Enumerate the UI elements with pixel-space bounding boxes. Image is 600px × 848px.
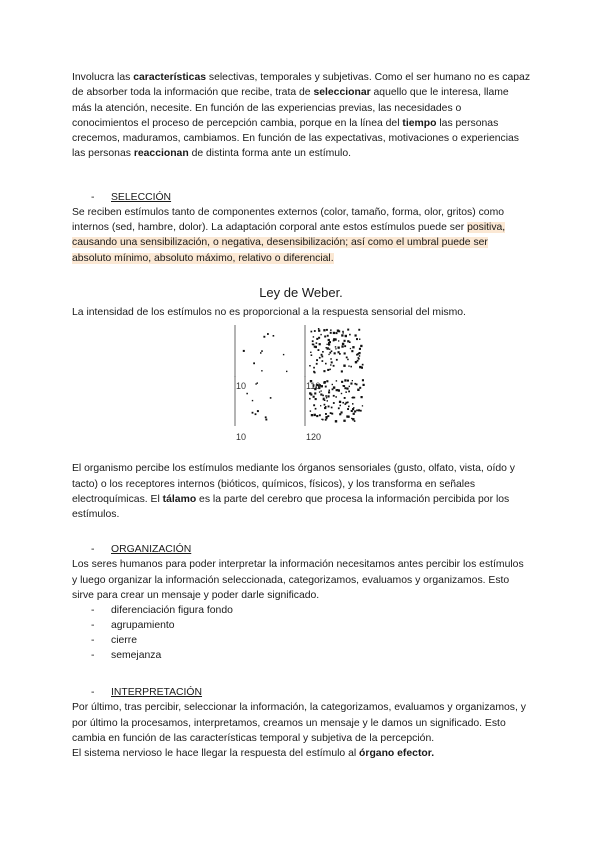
stimulus-dot <box>313 405 315 407</box>
interpretacion-paragraph: Por último, tras percibir, seleccionar la información, la categorizamos, evaluamos y organizamos, y por último la procesamos, interpretamos, creamos un mensaje y le damos un significado. Esto cambia en función de las características temporal y subjetiva de la percepción. <box>72 702 526 744</box>
stimulus-dot <box>351 410 353 412</box>
stimulus-dot <box>358 410 360 412</box>
stimulus-dot <box>331 351 333 353</box>
stimulus-dot <box>327 344 328 345</box>
stimulus-dot <box>319 343 321 345</box>
stimulus-dot <box>354 421 356 423</box>
section-title: SELECCIÓN <box>111 191 172 203</box>
stimulus-dot <box>347 359 349 361</box>
stimulus-dot <box>331 413 333 415</box>
stimulus-dot <box>326 347 327 348</box>
stimulus-dot <box>353 413 355 415</box>
stimulus-dot <box>339 413 341 415</box>
stimulus-dot <box>321 354 323 356</box>
stimulus-dot <box>267 333 269 335</box>
interpretacion-closing <box>72 746 530 761</box>
stimulus-dot <box>334 339 336 341</box>
intro-bold-tiempo: tiempo <box>402 117 437 129</box>
intro-text-5: de distinta forma ante un estímulo. <box>188 148 351 160</box>
stimulus-dot <box>321 385 323 387</box>
stimulus-dot <box>325 419 327 421</box>
intro-text-4: las personas crecemos, maduramos, cambiamos. En función de las expectativas, motivaciones o experiencias las personas <box>72 117 520 160</box>
stimulus-dot <box>342 402 344 404</box>
list-dash: - <box>91 620 95 632</box>
list-dash: - <box>91 635 95 647</box>
stimulus-dot <box>331 362 333 364</box>
stimulus-dot <box>335 396 337 398</box>
stimulus-dot <box>348 406 350 408</box>
stimulus-dot <box>320 405 321 406</box>
stimulus-dot <box>338 351 340 353</box>
stimulus-dot <box>333 402 335 404</box>
seleccion-text: Se reciben estímulos tanto de componentes externos (color, tamaño, forma, olor, gritos) como internos (sed, hambre, dolor). La adaptación corporal ante estos estímulos puede ser <box>72 206 505 234</box>
stimulus-dot <box>348 366 349 367</box>
stimulus-dot <box>330 358 332 360</box>
stimulus-dot <box>324 336 326 338</box>
stimulus-dot <box>323 329 325 331</box>
stimulus-dot <box>355 361 357 363</box>
stimulus-dot <box>359 339 360 340</box>
stimulus-dot <box>341 346 343 348</box>
list-item <box>72 648 530 663</box>
stimulus-dot <box>335 420 337 422</box>
stimulus-dot <box>347 329 349 331</box>
stimulus-dot <box>320 394 322 396</box>
stimulus-dot <box>313 371 315 373</box>
weber-subtitle: La intensidad de los estímulos no es proporcional a la respuesta sensorial del mismo. <box>72 306 466 318</box>
stimulus-dot <box>354 383 356 385</box>
stimulus-dot <box>316 415 318 417</box>
stimulus-dot <box>342 343 344 345</box>
stimulus-dot <box>330 330 332 332</box>
interpretacion-bold-organo-efector: órgano efector. <box>359 748 435 760</box>
stimulus-dot <box>362 364 364 366</box>
stimulus-dot <box>327 396 329 398</box>
stimulus-dot <box>322 395 324 397</box>
panel-label-1: 10 <box>236 381 247 392</box>
list-dash: - <box>91 544 95 556</box>
intro-bold-caracteristicas: características <box>133 72 207 83</box>
stimulus-dot <box>359 348 361 350</box>
stimulus-dot <box>311 414 313 416</box>
stimulus-dot <box>334 353 336 355</box>
stimulus-dot <box>319 415 321 417</box>
stimulus-dot <box>324 400 326 402</box>
stimulus-dot <box>338 347 340 349</box>
stimulus-dot <box>316 359 318 361</box>
stimulus-dot <box>329 369 331 371</box>
stimulus-dot <box>352 380 353 381</box>
stimulus-dot <box>340 405 342 407</box>
stimulus-dot <box>263 336 265 338</box>
stimulus-dot <box>325 406 327 408</box>
stimulus-dot <box>348 416 350 418</box>
stimulus-dot <box>349 334 351 336</box>
section-heading-interpretacion <box>72 685 530 700</box>
stimulus-dot <box>333 387 335 389</box>
stimulus-dot <box>356 338 358 340</box>
stimulus-dot <box>320 334 321 335</box>
stimulus-dot <box>327 415 329 417</box>
stimulus-dot <box>318 337 320 339</box>
list-item <box>72 633 530 648</box>
stimulus-dot <box>325 386 327 388</box>
stimulus-dot <box>326 397 327 398</box>
organismo-text-2: es la parte del cerebro que procesa la información percibida por los estímulos. <box>72 493 510 521</box>
stimulus-dot <box>350 366 352 368</box>
stimulus-dot <box>328 339 330 341</box>
stimulus-dot <box>354 397 356 399</box>
intro-text-1: Involucra las <box>72 72 134 83</box>
stimulus-dot <box>314 393 316 395</box>
stimulus-dot <box>330 332 332 334</box>
list-item <box>72 618 530 633</box>
stimulus-dot <box>352 346 354 348</box>
interpretacion-text: El sistema nervioso le hace llegar la respuesta del estímulo al <box>72 748 360 760</box>
weber-dot-figure <box>72 323 530 441</box>
stimulus-dot <box>344 380 346 382</box>
stimulus-dot <box>261 351 263 353</box>
stimulus-dot <box>326 329 328 331</box>
section-heading-seleccion <box>72 190 530 205</box>
stimulus-dot <box>345 335 347 337</box>
stimulus-dot <box>325 395 327 397</box>
stimulus-dot <box>336 389 338 391</box>
stimulus-dot <box>313 396 315 398</box>
stimulus-dot <box>336 359 338 361</box>
stimulus-dot <box>338 331 340 333</box>
stimulus-dot <box>252 412 254 414</box>
stimulus-dot <box>330 412 332 414</box>
stimulus-dot <box>362 405 363 406</box>
stimulus-dot <box>246 393 248 395</box>
stimulus-dot <box>328 406 330 408</box>
panel-label-4: 120 <box>306 432 322 442</box>
stimulus-dot <box>323 398 325 400</box>
stimulus-dot <box>283 354 284 355</box>
stimulus-dot <box>358 358 360 360</box>
stimulus-dot <box>352 408 354 410</box>
stimulus-dot <box>329 349 330 350</box>
stimulus-dot <box>327 369 329 371</box>
stimulus-dot <box>315 346 317 348</box>
stimulus-dot <box>341 412 343 414</box>
stimulus-dot <box>330 365 331 366</box>
stimulus-dot <box>349 386 350 387</box>
stimulus-dot <box>344 397 346 399</box>
stimulus-dot <box>338 341 339 342</box>
stimulus-dot <box>359 387 361 389</box>
stimulus-dot <box>351 350 353 352</box>
stimulus-dot <box>329 341 331 343</box>
list-dash: - <box>91 191 95 203</box>
organizacion-paragraph: Los seres humanos para poder interpretar la información necesitamos antes percibir los estímulos y luego organizar la información seleccionada, categorizamos, evaluamos y organizamos. Esto sirve para crear un mensaje y poder darle significado. <box>72 559 524 602</box>
stimulus-dot <box>318 328 320 330</box>
stimulus-dot <box>342 331 344 333</box>
stimulus-dot <box>257 410 259 412</box>
intro-text-3: aquello que le interesa, llame más la atención, necesite. En función de las experiencias previas, las necesidades o conocimientos el proceso de percepción cambia, porque en la línea del <box>72 87 509 129</box>
stimulus-dot <box>354 411 356 413</box>
stimulus-dot <box>314 414 316 416</box>
stimulus-dot <box>333 332 335 334</box>
stimulus-dot <box>310 394 312 396</box>
stimulus-dot <box>336 380 337 381</box>
stimulus-dot <box>311 355 313 357</box>
list-dash: - <box>91 687 95 699</box>
stimulus-dot <box>358 329 360 331</box>
stimulus-dot <box>343 333 344 334</box>
stimulus-dot <box>312 341 314 343</box>
stimulus-dot <box>321 356 323 358</box>
stimulus-dot <box>319 357 321 359</box>
stimulus-dot <box>363 384 365 386</box>
list-item-text: cierre <box>111 635 137 647</box>
stimulus-dot <box>347 380 349 382</box>
stimulus-dot <box>316 338 318 340</box>
stimulus-dot <box>325 413 327 415</box>
intro-text-2: selectivas, temporales y subjetivas. Como el ser humano no es capaz de absorber toda la información que recibe, trata de <box>72 72 531 99</box>
stimulus-dot <box>312 344 314 346</box>
stimulus-dot <box>351 418 352 419</box>
intro-bold-reaccionan: reaccionan <box>133 148 189 160</box>
stimulus-dot <box>357 353 359 355</box>
stimulus-dot <box>313 367 315 369</box>
stimulus-dot <box>265 419 267 421</box>
stimulus-dot <box>253 363 255 365</box>
stimulus-dot <box>347 408 349 410</box>
stimulus-dot <box>361 396 363 398</box>
seleccion-highlighted-text: positiva, causando una sensibilización, o negativa, desensibilización; así como el umbral puede ser absoluto mínimo, absoluto máximo, relativo o diferencial. <box>72 222 506 264</box>
stimulus-dot <box>360 410 362 412</box>
stimulus-dot <box>339 401 341 403</box>
weber-heading: Ley de Weber. <box>259 284 343 300</box>
organizacion-list <box>72 603 530 663</box>
stimulus-dot <box>333 395 335 397</box>
stimulus-dot <box>344 345 346 347</box>
stimulus-dot <box>338 390 340 392</box>
stimulus-dot <box>350 348 351 349</box>
stimulus-dot <box>243 350 245 352</box>
organismo-paragraph <box>72 461 530 522</box>
stimulus-dot <box>327 335 329 337</box>
stimulus-dot <box>336 332 338 334</box>
stimulus-dot <box>341 393 342 394</box>
stimulus-dot <box>324 381 326 383</box>
stimulus-dot <box>335 346 336 347</box>
stimulus-dot <box>350 383 352 385</box>
stimulus-dot <box>316 363 318 365</box>
stimulus-dot <box>255 414 257 416</box>
organismo-text-1: El organismo percibe los estímulos mediante los órganos sensoriales (gusto, olfato, vista, oído y tacto) o los receptores internos (bióticos, químicos, físicos), y los transforma en señales electroquímicas. El <box>72 463 515 505</box>
stimulus-dot <box>329 352 331 354</box>
stimulus-dot <box>319 392 320 393</box>
stimulus-dot <box>356 410 358 412</box>
stimulus-dot <box>344 387 346 389</box>
intro-paragraph <box>72 70 530 162</box>
list-dash: - <box>91 650 95 662</box>
stimulus-dot <box>309 365 311 367</box>
panel-label-2: 110 <box>306 381 321 392</box>
stimulus-dot <box>326 380 328 382</box>
stimulus-dot <box>286 371 287 372</box>
stimulus-dot <box>333 365 335 367</box>
stimulus-dot <box>328 392 330 394</box>
stimulus-dot <box>338 408 340 410</box>
stimulus-dot <box>344 353 346 355</box>
organismo-bold-talamo: tálamo <box>162 493 197 505</box>
stimulus-dot <box>331 407 333 409</box>
stimulus-dot <box>315 408 317 410</box>
stimulus-dot <box>352 403 354 405</box>
stimulus-dot <box>260 352 262 354</box>
stimulus-dot <box>341 335 343 337</box>
stimulus-dot <box>344 340 346 342</box>
stimulus-dot <box>316 343 318 345</box>
stimulus-dot <box>346 402 348 404</box>
stimulus-dot <box>309 398 311 400</box>
stimulus-dot <box>333 340 335 342</box>
stimulus-dot <box>327 400 328 401</box>
list-item-text: diferenciación figura fondo <box>111 605 233 617</box>
stimulus-dot <box>357 389 359 391</box>
stimulus-dot <box>361 367 363 369</box>
stimulus-dot <box>347 340 349 342</box>
stimulus-dot <box>252 400 253 401</box>
stimulus-dot <box>311 331 313 333</box>
stimulus-dot <box>362 379 364 381</box>
list-dash: - <box>91 605 95 617</box>
stimulus-dot <box>332 384 333 385</box>
stimulus-dot <box>328 354 329 355</box>
stimulus-dot <box>270 397 272 399</box>
stimulus-dot <box>261 370 262 371</box>
stimulus-dot <box>343 420 345 422</box>
stimulus-dot <box>324 404 326 406</box>
section-title: ORGANIZACIÓN <box>111 544 192 556</box>
stimulus-dot <box>359 355 361 357</box>
section-title: INTERPRETACIÓN <box>111 687 203 699</box>
stimulus-dot <box>348 391 350 393</box>
stimulus-dot <box>341 381 343 383</box>
stimulus-dot <box>313 336 314 337</box>
stimulus-dot <box>318 330 320 332</box>
stimulus-dot <box>315 398 317 400</box>
stimulus-dot <box>322 360 324 362</box>
list-item-text: agrupamiento <box>111 620 175 632</box>
stimulus-dot <box>343 385 345 387</box>
stimulus-dot <box>345 392 347 394</box>
stimulus-dot <box>318 349 320 351</box>
stimulus-dot <box>341 371 343 373</box>
list-item-text: semejanza <box>111 650 162 662</box>
stimulus-dot <box>328 344 330 346</box>
panel-label-3: 10 <box>236 432 247 442</box>
stimulus-dot <box>321 419 322 420</box>
stimulus-dot <box>346 357 348 359</box>
stimulus-dot <box>273 335 275 337</box>
stimulus-dot <box>255 384 256 385</box>
stimulus-dot <box>329 390 331 392</box>
stimulus-dot <box>310 411 311 412</box>
stimulus-dot <box>310 352 311 353</box>
list-item <box>72 603 530 618</box>
stimulus-dot <box>346 388 348 390</box>
stimulus-dot <box>323 370 325 372</box>
stimulus-dot <box>325 363 327 365</box>
stimulus-dot <box>335 348 336 349</box>
stimulus-dot <box>314 330 316 332</box>
weber-dot-image <box>72 323 530 441</box>
stimulus-dot <box>257 383 258 384</box>
intro-bold-seleccionar: seleccionar <box>313 87 371 99</box>
stimulus-dot <box>343 365 345 367</box>
stimulus-dot <box>321 391 322 392</box>
document-page <box>72 70 530 762</box>
stimulus-dot <box>322 351 324 353</box>
seleccion-paragraph <box>72 205 530 266</box>
stimulus-dot <box>355 335 357 337</box>
section-heading-organizacion <box>72 542 530 557</box>
stimulus-dot <box>265 417 267 419</box>
stimulus-dot <box>360 345 362 347</box>
